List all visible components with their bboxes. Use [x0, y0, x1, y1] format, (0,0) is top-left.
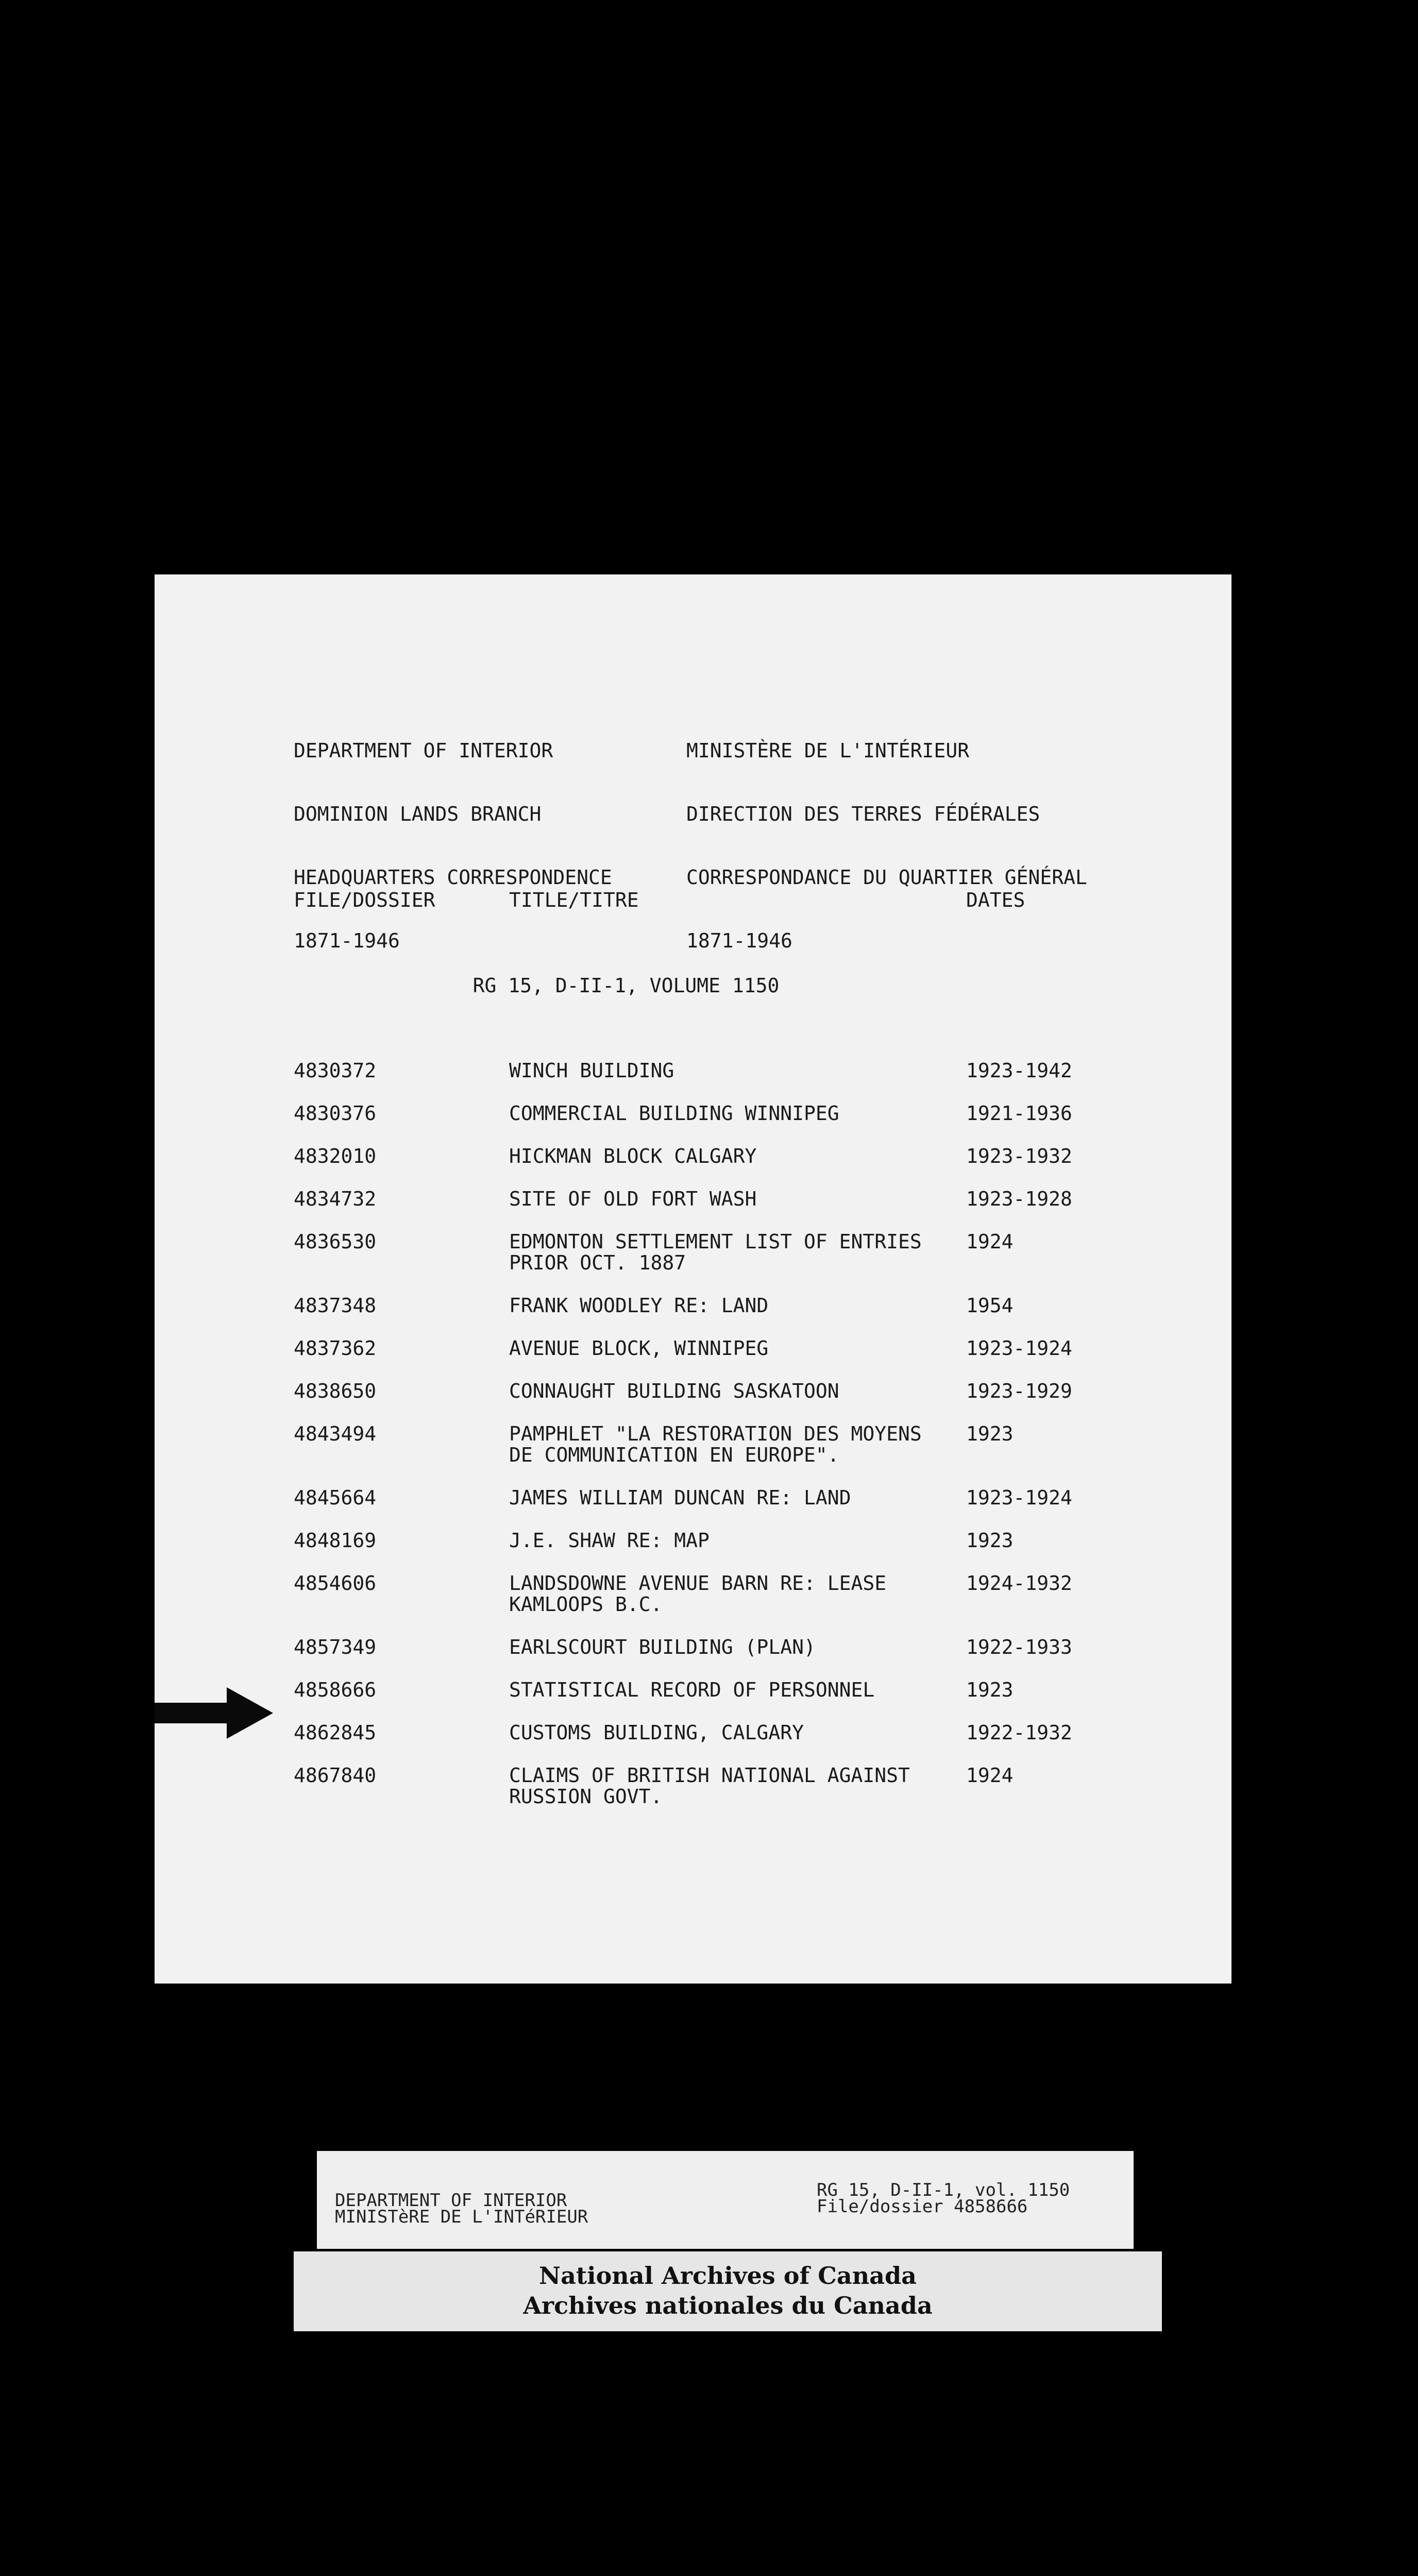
file-number: 4867840	[294, 1764, 377, 1787]
archives-label	[294, 2251, 1162, 2331]
file-number: 4832010	[294, 1145, 377, 1167]
file-title: HICKMAN BLOCK CALGARY	[509, 1145, 757, 1167]
file-dates: 1923-1942	[966, 1059, 1072, 1082]
file-title: EDMONTON SETTLEMENT LIST OF ENTRIES PRIOR OCT. 1887	[509, 1230, 922, 1274]
file-dates: 1924	[966, 1764, 1014, 1787]
header-english-line: DOMINION LANDS BRANCH	[294, 803, 542, 825]
file-title: CLAIMS OF BRITISH NATIONAL AGAINST RUSSION GOVT.	[509, 1764, 910, 1808]
file-dates: 1923	[966, 1529, 1014, 1552]
file-dates: 1923	[966, 1679, 1014, 1701]
file-number: 4838650	[294, 1380, 377, 1402]
volume-heading-text: RG 15, D-II-1, VOLUME 1150	[472, 974, 780, 997]
file-title: COMMERCIAL BUILDING WINNIPEG	[509, 1102, 839, 1125]
header-english-line: HEADQUARTERS CORRESPONDENCE	[294, 866, 612, 889]
table-row	[155, 1637, 1231, 1658]
table-row	[155, 1338, 1231, 1359]
file-title: AVENUE BLOCK, WINNIPEG	[509, 1337, 769, 1360]
header-french-line: CORRESPONDANCE DU QUARTIER GÉNÉRAL	[686, 866, 1087, 889]
header-french	[686, 698, 1087, 994]
header-english	[294, 698, 612, 994]
reference-label-line: MINISTèRE DE L'INTéRIEUR	[335, 2207, 588, 2227]
table-row	[155, 1295, 1231, 1316]
file-title: LANDSDOWNE AVENUE BARN RE: LEASE KAMLOOPS B.C.	[509, 1572, 887, 1616]
file-list	[155, 1060, 1231, 1829]
file-number: 4837348	[294, 1294, 377, 1317]
file-number: 4843494	[294, 1422, 377, 1445]
file-title: CUSTOMS BUILDING, CALGARY	[509, 1721, 804, 1744]
reference-label-line: RG 15, D-II-1, vol. 1150	[817, 2180, 1070, 2200]
file-title: STATISTICAL RECORD OF PERSONNEL	[509, 1679, 875, 1701]
reference-label-department	[335, 2192, 588, 2225]
table-row	[155, 1103, 1231, 1124]
file-title: J.E. SHAW RE: MAP	[509, 1529, 710, 1552]
file-dates: 1922-1933	[966, 1636, 1072, 1658]
table-row	[155, 1487, 1231, 1509]
file-number: 4857349	[294, 1636, 377, 1658]
header-french-line: MINISTÈRE DE L'INTÉRIEUR	[686, 739, 970, 762]
header-french-line: DIRECTION DES TERRES FÉDÉRALES	[686, 803, 1040, 825]
archives-name-english: National Archives of Canada	[539, 2262, 917, 2290]
file-title: FRANK WOODLEY RE: LAND	[509, 1294, 769, 1317]
header-french-line: 1871-1946	[686, 929, 792, 952]
file-dates: 1923-1932	[966, 1145, 1072, 1167]
file-dates: 1922-1932	[966, 1721, 1072, 1744]
table-row	[155, 1381, 1231, 1402]
table-row	[155, 1231, 1231, 1274]
pointer-arrow-icon	[155, 1687, 273, 1739]
file-title: SITE OF OLD FORT WASH	[509, 1188, 757, 1210]
file-dates: 1954	[966, 1294, 1014, 1317]
table-row	[155, 1060, 1231, 1081]
file-title: CONNAUGHT BUILDING SASKATOON	[509, 1380, 839, 1402]
reference-label-line: File/dossier 4858666	[817, 2196, 1028, 2217]
file-dates: 1923-1928	[966, 1188, 1072, 1210]
file-title: PAMPHLET "LA RESTORATION DES MOYENS DE COMMUNICATION EN EUROPE".	[509, 1422, 922, 1466]
file-number: 4830376	[294, 1102, 377, 1125]
header-english-line: DEPARTMENT OF INTERIOR	[294, 739, 553, 762]
file-dates: 1923-1924	[966, 1486, 1072, 1509]
document-page	[155, 574, 1231, 1984]
volume-heading	[155, 975, 1231, 996]
table-row	[155, 1573, 1231, 1615]
file-number: 4834732	[294, 1188, 377, 1210]
column-header-file: FILE/DOSSIER	[294, 889, 435, 911]
column-header-dates: DATES	[966, 889, 1025, 911]
file-dates: 1924-1932	[966, 1572, 1072, 1595]
header-english-line: 1871-1946	[294, 929, 400, 952]
file-dates: 1923-1924	[966, 1337, 1072, 1360]
file-title: EARLSCOURT BUILDING (PLAN)	[509, 1636, 816, 1658]
table-row	[155, 1722, 1231, 1743]
reference-label-line: DEPARTMENT OF INTERIOR	[335, 2190, 567, 2211]
file-number: 4854606	[294, 1572, 377, 1595]
table-row	[155, 1530, 1231, 1551]
file-dates: 1923-1929	[966, 1380, 1072, 1402]
file-number: 4845664	[294, 1486, 377, 1509]
column-header-title: TITLE/TITRE	[509, 889, 639, 911]
reference-label-file	[817, 2182, 1070, 2215]
file-title: JAMES WILLIAM DUNCAN RE: LAND	[509, 1486, 851, 1509]
table-row	[155, 1765, 1231, 1807]
file-number: 4862845	[294, 1721, 377, 1744]
table-row	[155, 1680, 1231, 1701]
file-number: 4830372	[294, 1059, 377, 1082]
table-row	[155, 1423, 1231, 1466]
file-dates: 1924	[966, 1230, 1014, 1253]
file-number: 4836530	[294, 1230, 377, 1253]
table-row	[155, 1189, 1231, 1210]
archives-name-french: Archives nationales du Canada	[523, 2292, 933, 2319]
file-dates: 1923	[966, 1422, 1014, 1445]
reference-label	[317, 2151, 1134, 2249]
file-dates: 1921-1936	[966, 1102, 1072, 1125]
file-title: WINCH BUILDING	[509, 1059, 674, 1082]
table-row	[155, 1146, 1231, 1167]
file-number: 4858666	[294, 1679, 377, 1701]
file-number: 4837362	[294, 1337, 377, 1360]
file-number: 4848169	[294, 1529, 377, 1552]
